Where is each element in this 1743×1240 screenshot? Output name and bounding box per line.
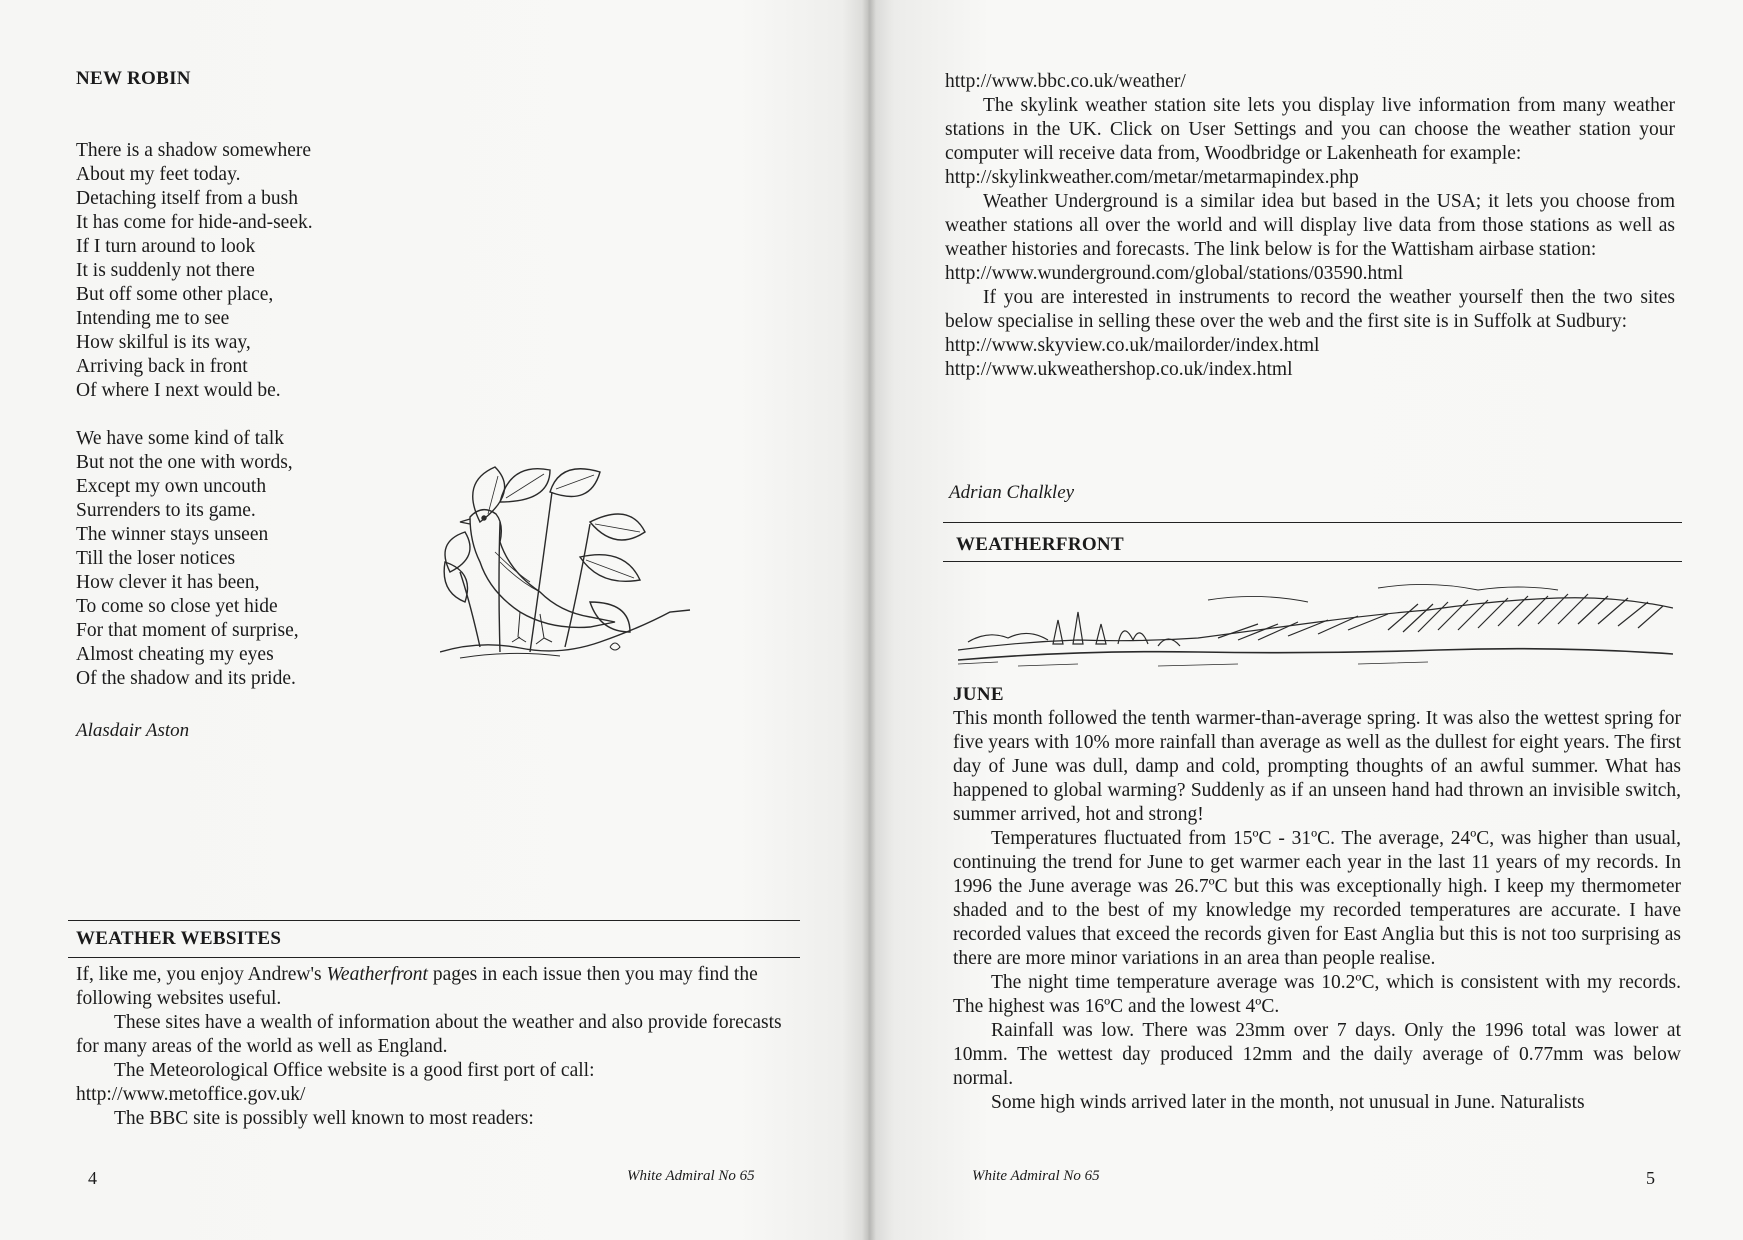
poem-line: Arriving back in front	[76, 356, 248, 377]
websites-paragraph: These sites have a wealth of information about the weather and also provide forecasts for many areas of the world as well as England.	[76, 1012, 782, 1057]
poem-line: How skilful is its way,	[76, 332, 251, 353]
poem-line: About my feet today.	[76, 164, 241, 185]
stanza-gap	[76, 403, 436, 427]
wunderground-link[interactable]: http://www.wunderground.com/global/stations/03590.html	[945, 263, 1404, 284]
poem-line: But off some other place,	[76, 284, 274, 305]
websites-intro	[76, 963, 798, 1011]
poem-line: Almost cheating my eyes	[76, 644, 274, 665]
websites-paragraph: The BBC site is possibly well known to most readers:	[114, 1108, 534, 1129]
poem-line: Surrenders to its game.	[76, 500, 256, 521]
footer-title: White Admiral No 65	[627, 1168, 755, 1184]
poem-line: Intending me to see	[76, 308, 230, 329]
left-page	[0, 0, 868, 1240]
websites-paragraph: The skylink weather station site lets you display live information from many weather stations in the UK. Click on User Settings and you can choose the weather station your computer will receive data from, Woodbridge or Lakenheath for example:	[945, 95, 1675, 164]
skylink-link[interactable]: http://skylinkweather.com/metar/metarmapindex.php	[945, 167, 1359, 188]
page-number: 5	[1646, 1168, 1655, 1188]
weatherfront-paragraph: Some high winds arrived later in the month, not unusual in June. Naturalists	[991, 1092, 1585, 1113]
text-run: If, like me, you enjoy Andrew's	[76, 964, 327, 985]
websites-continued	[945, 70, 1675, 382]
ukweathershop-link[interactable]: http://www.ukweathershop.co.uk/index.html	[945, 359, 1293, 380]
weatherfront-paragraph: Temperatures fluctuated from 15ºC - 31ºC. The average, 24ºC, was higher than usual, continuing the trend for June to get warmer each year in the last 11 years of my records. In 1996 the June average was 26.7ºC but this was exceptionally high. I keep my thermometer shaded and to the best of my knowledge my recorded temperatures are accurate. I have recorded values that exceed the records given for East Anglia but this is not too surprising as there are more minor variations in an area than people realise.	[953, 828, 1681, 969]
websites-paragraph: If you are interested in instruments to record the weather yourself then the two sites below specialise in selling these over the web and the first site is in Suffolk at Sudbury:	[945, 287, 1675, 332]
poem-line: The winner stays unseen	[76, 524, 269, 545]
websites-author: Adrian Chalkley	[949, 482, 1075, 503]
book-spine	[862, 0, 876, 1240]
june-subheading: JUNE	[953, 684, 1004, 705]
metoffice-link[interactable]: http://www.metoffice.gov.uk/	[76, 1084, 306, 1105]
poem-line: Of where I next would be.	[76, 380, 281, 401]
websites-body	[76, 963, 798, 1131]
poem-line: For that moment of surprise,	[76, 620, 299, 641]
websites-paragraph: Weather Underground is a similar idea but based in the USA; it lets you choose from weather stations all over the world and will display live data from those stations as well as weather histories and forecasts. The link below is for the Wattisham airbase station:	[945, 191, 1675, 260]
poem-line: Of the shadow and its pride.	[76, 668, 296, 689]
poem-title: NEW ROBIN	[76, 68, 191, 89]
weatherfront-paragraph: Rainfall was low. There was 23mm over 7 days. Only the 1996 total was lower at 10mm. The wettest day produced 12mm and the daily average of 0.77mm was below normal.	[953, 1020, 1681, 1089]
poem-line: Till the loser notices	[76, 548, 236, 569]
bbc-link[interactable]: http://www.bbc.co.uk/weather/	[945, 71, 1186, 92]
weatherfront-heading: WEATHERFRONT	[956, 534, 1124, 555]
poem-line: There is a shadow somewhere	[76, 140, 311, 161]
weatherfront-paragraph: The night time temperature average was 10.2ºC, which is consistent with my records. The highest was 16ºC and the lowest 4ºC.	[953, 972, 1681, 1017]
skyview-link[interactable]: http://www.skyview.co.uk/mailorder/index.html	[945, 335, 1320, 356]
poem-line: How clever it has been,	[76, 572, 260, 593]
poem-line: Except my own uncouth	[76, 476, 267, 497]
section-rule-bottom	[943, 561, 1682, 562]
poem-line: Detaching itself from a bush	[76, 188, 299, 209]
text-run: pages in each issue then you may find the following websites useful.	[76, 964, 758, 1009]
robin-illustration	[440, 462, 700, 672]
text-run-italic: Weatherfront	[326, 964, 428, 985]
poem-line: We have some kind of talk	[76, 428, 284, 449]
poem-line: It is suddenly not there	[76, 260, 255, 281]
landscape-illustration	[958, 580, 1673, 670]
weatherfront-body	[953, 707, 1681, 1115]
section-rule-top	[68, 920, 800, 921]
poem-author: Alasdair Aston	[76, 720, 190, 741]
poem-line: It has come for hide-and-seek.	[76, 212, 313, 233]
websites-paragraph: The Meteorological Office website is a good first port of call:	[114, 1060, 595, 1081]
section-rule-bottom	[68, 957, 800, 958]
page-number: 4	[88, 1168, 97, 1188]
websites-heading: WEATHER WEBSITES	[76, 928, 282, 949]
poem-line: But not the one with words,	[76, 452, 293, 473]
footer-title: White Admiral No 65	[972, 1168, 1100, 1184]
right-page	[868, 0, 1743, 1240]
poem-line: If I turn around to look	[76, 236, 256, 257]
poem-body	[76, 139, 436, 691]
weatherfront-paragraph: This month followed the tenth warmer-than-average spring. It was also the wettest spring for five years with 10% more rainfall than average as well as the dullest for eight years. The first day of June was dull, damp and cold, prompting thoughts of an awful summer. What has happened to global warming? Suddenly as if an unseen hand had thrown an invisible switch, summer arrived, hot and strong!	[953, 708, 1681, 825]
section-rule-top	[943, 522, 1682, 523]
poem-line: To come so close yet hide	[76, 596, 278, 617]
